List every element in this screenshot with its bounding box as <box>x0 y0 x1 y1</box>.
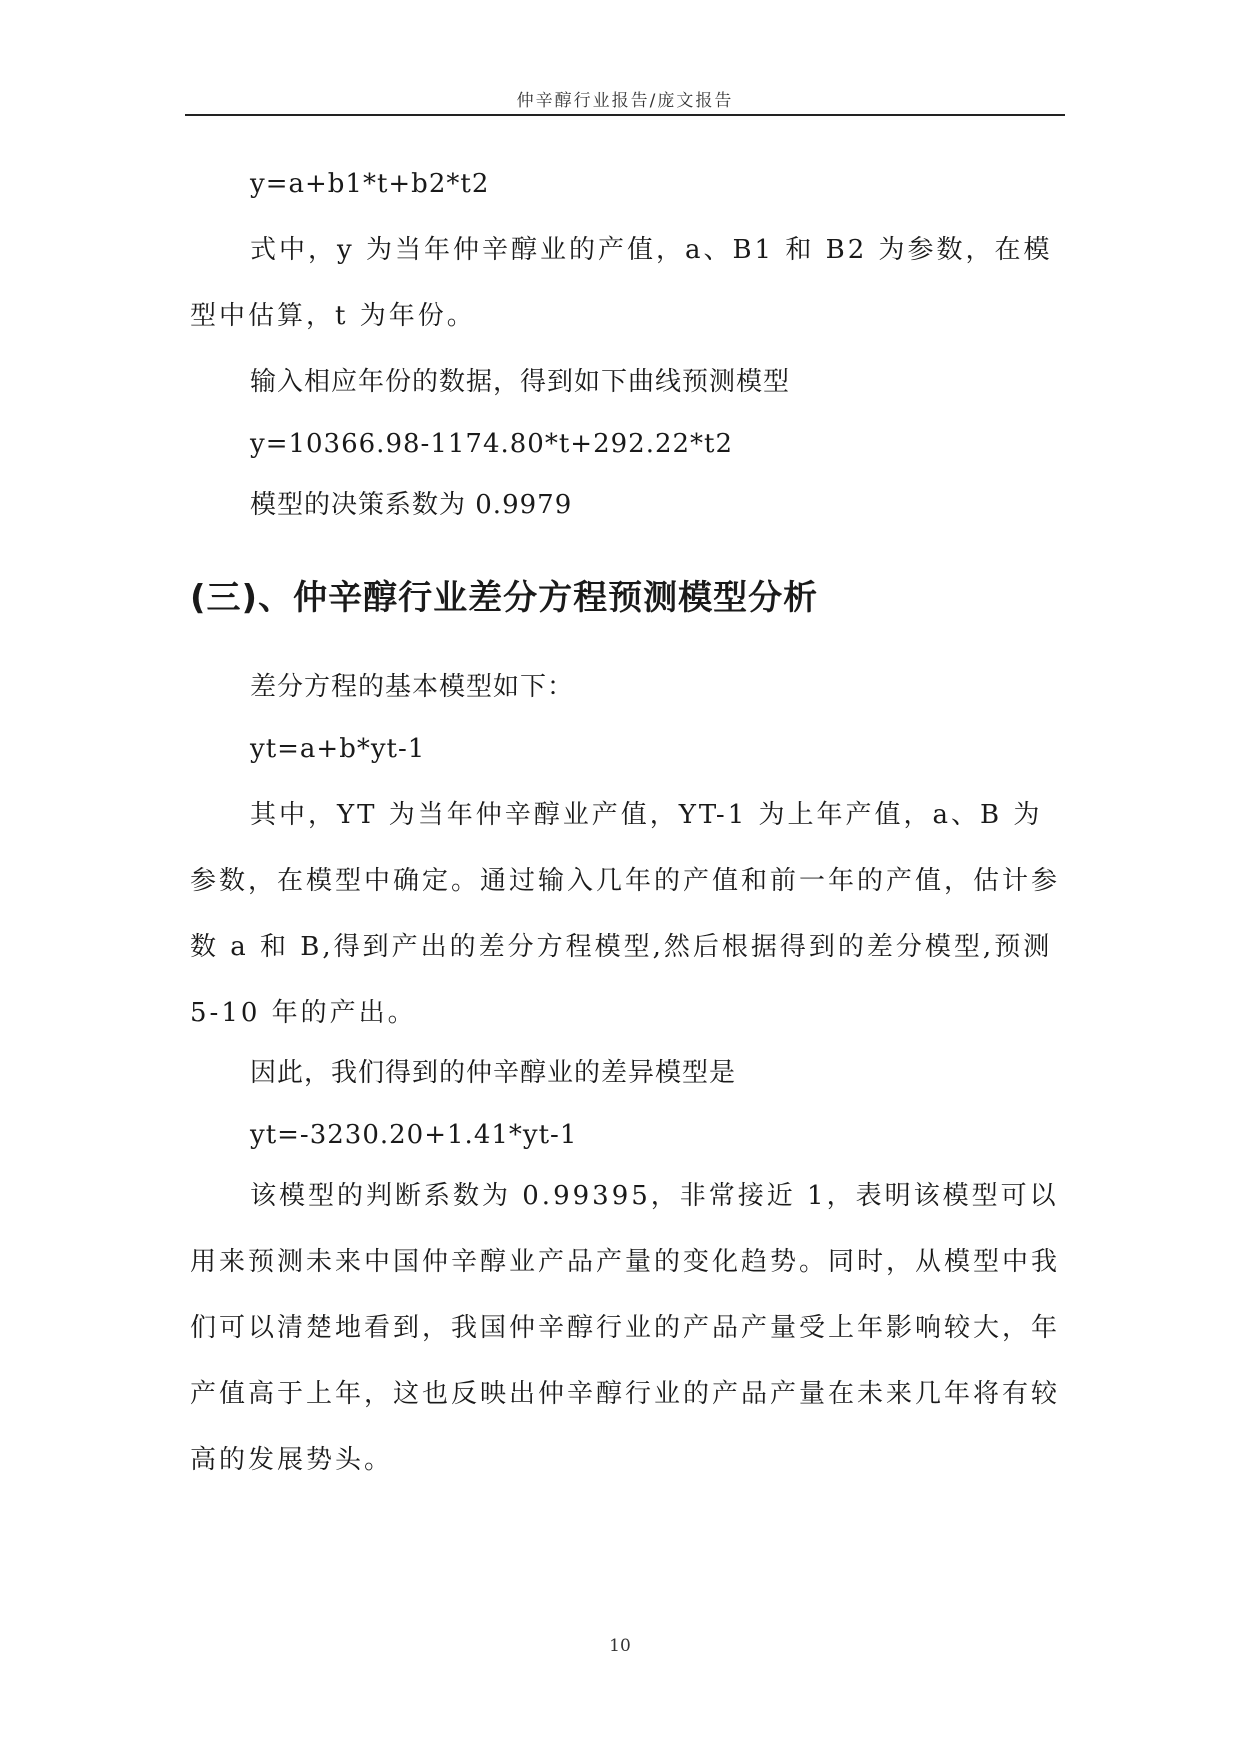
paragraph-quadratic-params: 式中，y 为当年仲辛醇业的产值，a、B1 和 B2 为参数，在模型中估算，t 为年份。 <box>190 235 1053 331</box>
page-number: 10 <box>609 1636 631 1656</box>
paragraph-conclusion: 该模型的判断系数为 0.99395，非常接近 1，表明该模型可以用来预测未来中国仲辛醇业产品产量的变化趋势。同时，从模型中我们可以清楚地看到，我国仲辛醇行业的产品产量受上年影响较大，年产值高于上年，这也反映出仲辛醇行业的产品产量在未来几年将有较高的发展势头。 <box>190 1181 1061 1475</box>
paragraph-input-data: 输入相应年份的数据，得到如下曲线预测模型 <box>250 367 791 397</box>
formula-quadratic-general: y=a+b1*t+b2*t2 <box>250 169 490 199</box>
running-header: 仲辛醇行业报告/庞文报告 <box>516 91 734 111</box>
formula-difference-general: yt=a+b*yt-1 <box>250 734 426 764</box>
paragraph-difference-model-intro: 差分方程的基本模型如下： <box>250 672 575 702</box>
header-divider <box>185 114 1065 116</box>
section-heading: (三)、仲辛醇行业差分方程预测模型分析 <box>190 578 819 618</box>
formula-difference-fitted: yt=-3230.20+1.41*yt-1 <box>250 1120 578 1150</box>
paragraph-difference-params: 其中，YT 为当年仲辛醇业产值，YT-1 为上年产值，a、B 为参数，在模型中确定。通过输入几年的产值和前一年的产值，估计参数 a 和 B,得到产出的差分方程模型,然后根据得到的差分模型,预测 5-10 年的产出。 <box>190 800 1061 1028</box>
paragraph-difference-result-intro: 因此，我们得到的仲辛醇业的差异模型是 <box>250 1058 737 1088</box>
paragraph-decision-coefficient: 模型的决策系数为 0.9979 <box>250 490 573 520</box>
formula-quadratic-fitted: y=10366.98-1174.80*t+292.22*t2 <box>250 429 734 459</box>
